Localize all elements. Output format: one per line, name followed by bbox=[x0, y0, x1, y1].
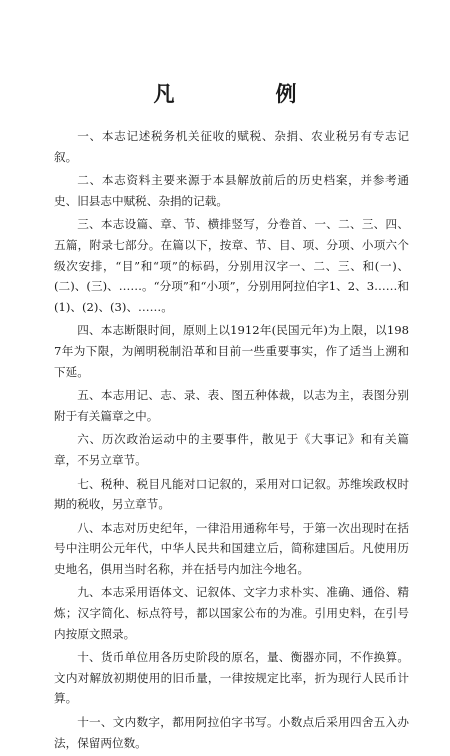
paragraph-10: 十、货币单位用各历史阶段的原名，量、衡器亦同，不作换算。文内对解放初期使用的旧币量，一律按规定比率，折为现行人民币计算。 bbox=[54, 650, 409, 706]
paragraph-6: 六、历次政治运动中的主要事件，散见于《大事记》和有关篇章，不另立章节。 bbox=[54, 432, 409, 467]
paragraph-5: 五、本志用记、志、录、表、图五种体裁，以志为主，表图分别附于有关篇章之中。 bbox=[54, 388, 409, 423]
paragraph-2: 二、本志资料主要来源于本县解放前后的历史档案，并参考通史、旧县志中赋税、杂捐的记载。 bbox=[54, 173, 409, 208]
paragraph-4: 四、本志断限时间，原则上以1912年(民国元年)为上限，以1987年为下限，为阐明税制沿革和目前一些重要事实，作了适当上溯和下延。 bbox=[54, 323, 409, 379]
page-title: 凡 例 bbox=[153, 82, 337, 106]
paragraph-3: 三、本志设篇、章、节、横排竖写，分卷首、一、二、三、四、五篇，附录七部分。在篇以下，按章、节、目、项、分项、小项六个级次安排，“目”和“项”的标码，分别用汉字一、二、三、和(一)、(二)、(三)、……。“分项”和“小项”，分别用阿拉伯字1、2、3……和(1)、(2)、(3)、……。 bbox=[54, 217, 409, 314]
paragraph-1: 一、本志记述税务机关征收的赋税、杂捐、农业税另有专志记叙。 bbox=[54, 129, 409, 164]
paragraph-7: 七、税种、税目凡能对口记叙的，采用对口记叙。苏维埃政权时期的税收，另立章节。 bbox=[54, 476, 409, 512]
paragraph-11: 十一、文内数字，都用阿拉伯字书写。小数点后采用四舍五入办法，保留两位数。 bbox=[54, 715, 409, 750]
paragraph-9: 九、本志采用语体文、记叙体、文字力求朴实、准确、通俗、精炼；汉字简化、标点符号，都以国家公布的为准。引用史料，在引号内按原文照录。 bbox=[54, 585, 409, 641]
document-body bbox=[54, 126, 409, 756]
paragraph-8: 八、本志对历史纪年，一律沿用通称年号，于第一次出现时在括号中注明公元年代，中华人民共和国建立后，简称建国后。凡使用历史地名，俱用当时名称，并在括号内加注今地名。 bbox=[54, 520, 409, 576]
